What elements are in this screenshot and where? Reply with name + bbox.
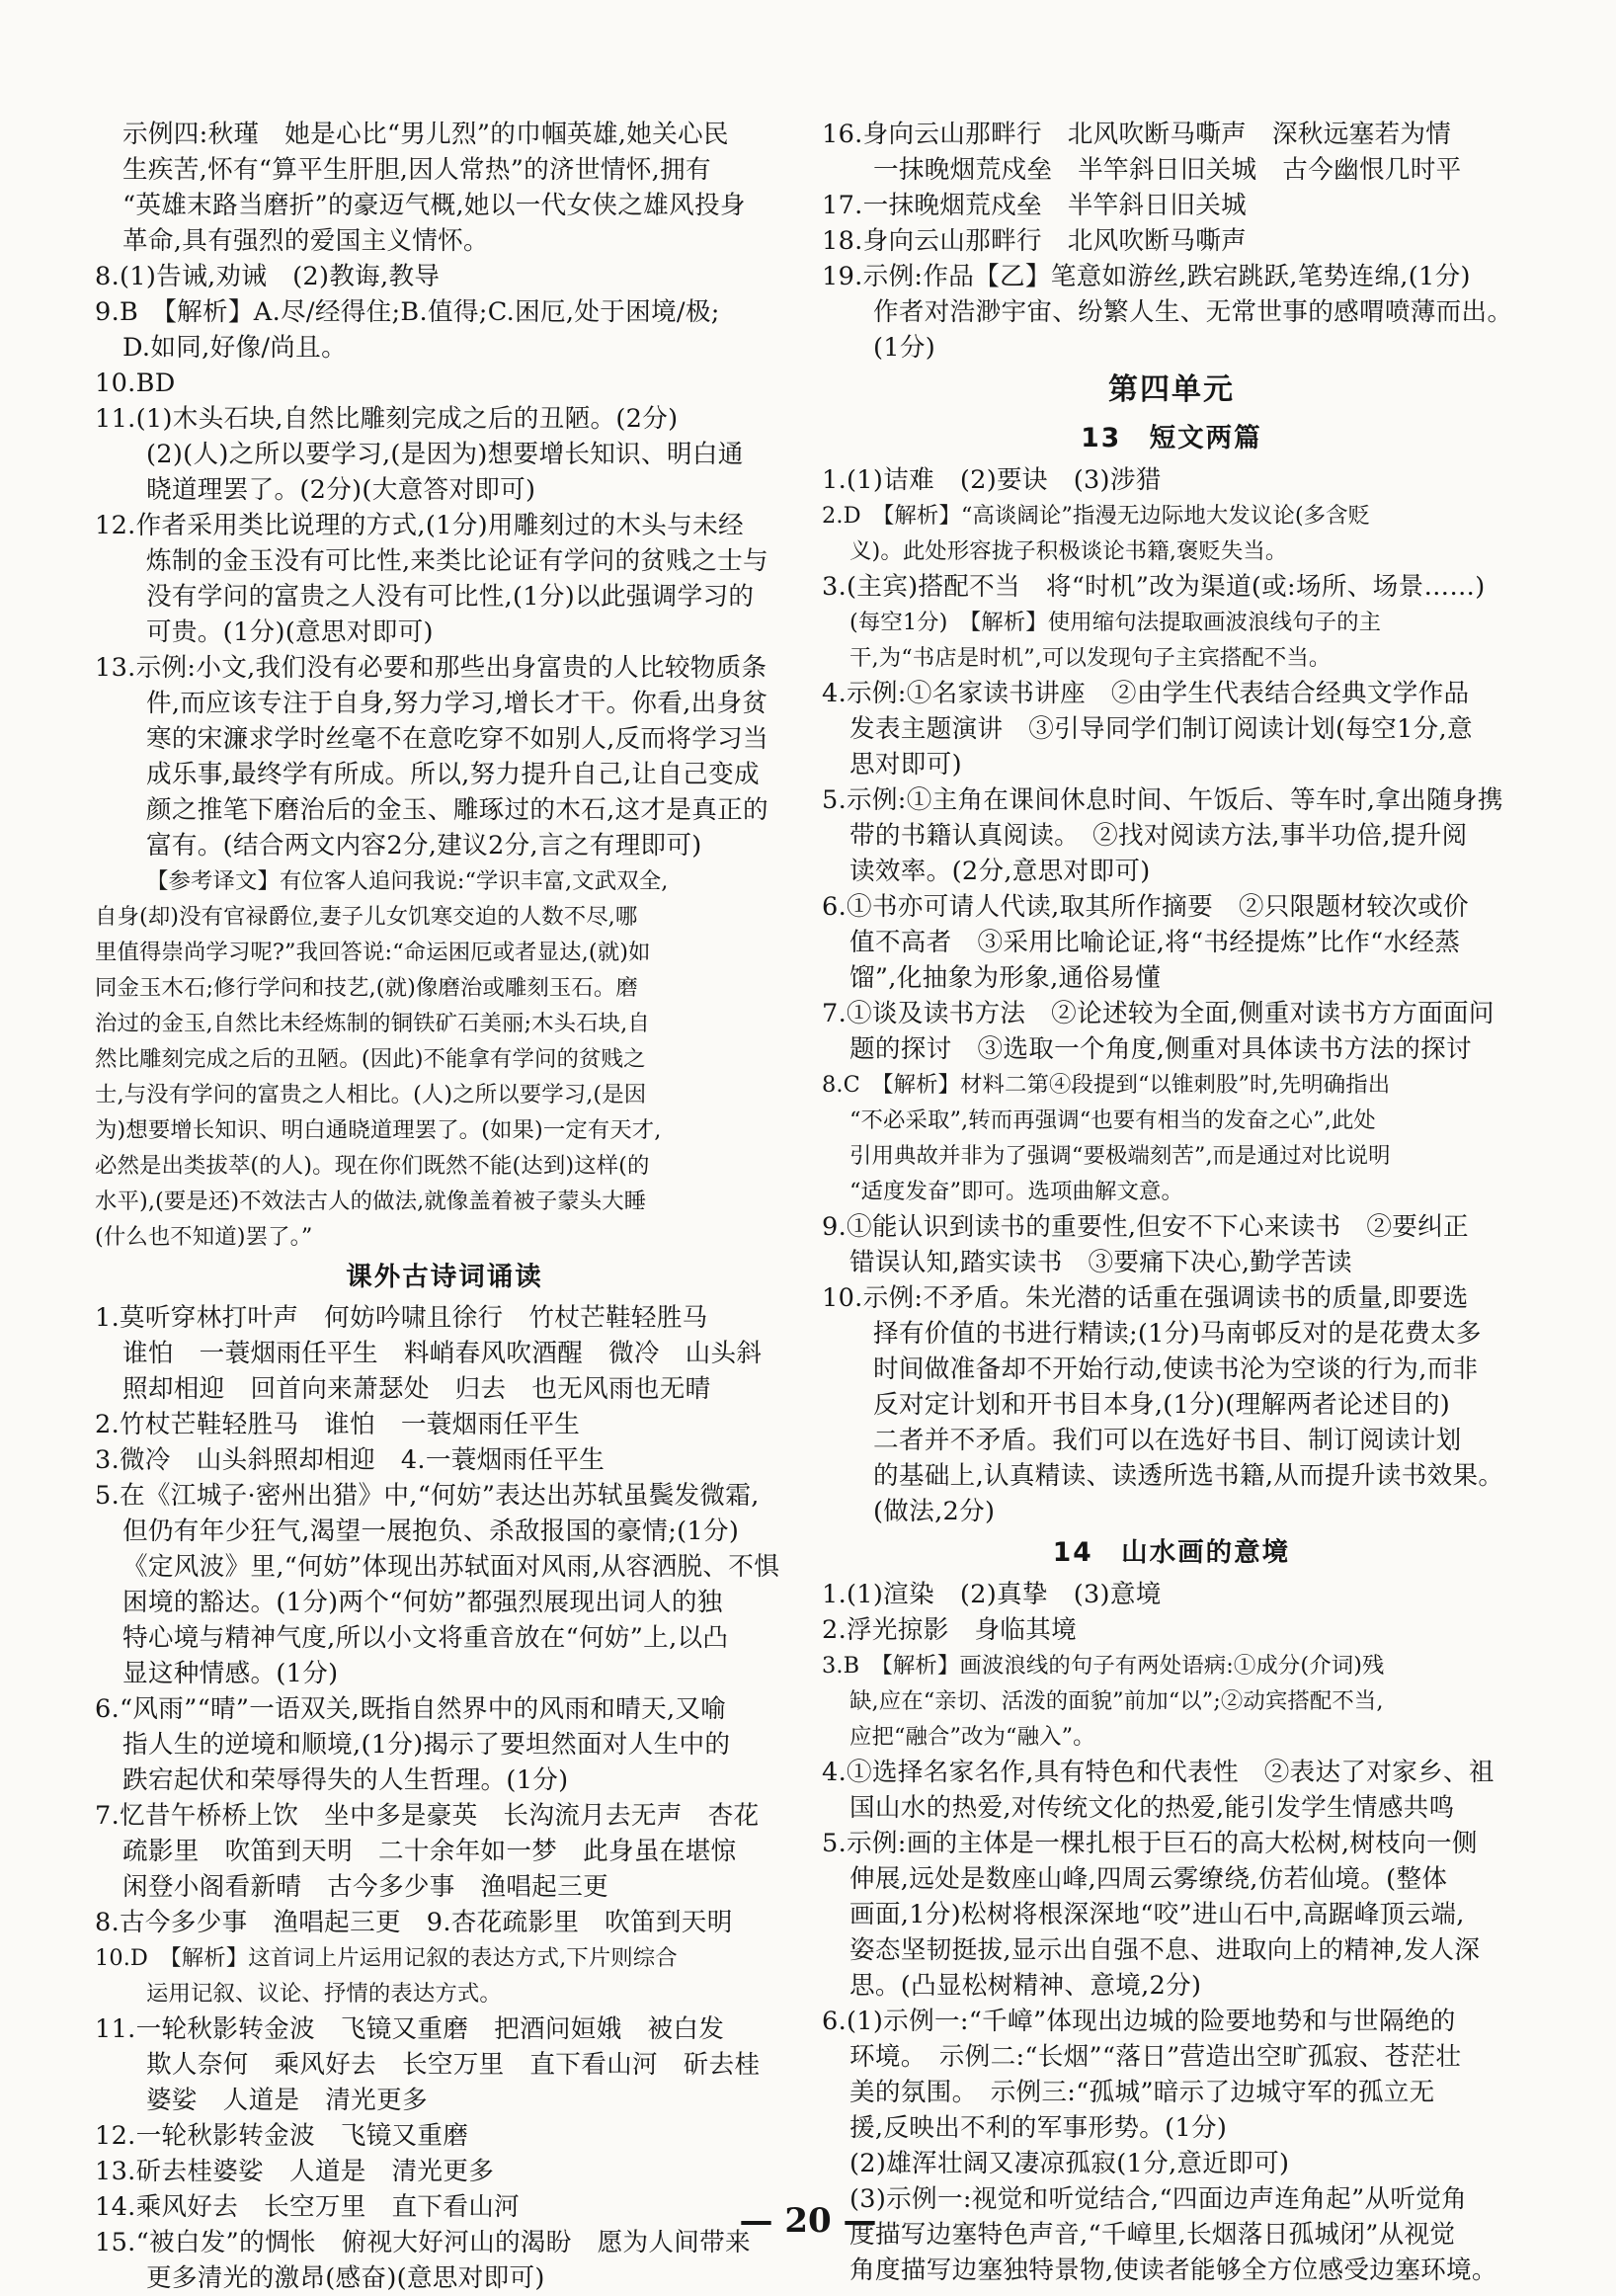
right-column-line: 作者对浩渺宇宙、纷繁人生、无常世事的感喟喷薄而出。 xyxy=(873,297,1513,327)
left-column-line: 3.微冷 山头斜照却相迎 4.一蓑烟雨任平生 xyxy=(95,1445,606,1475)
right-column-line: (3)示例一:视觉和听觉结合,“四面边声连角起”从听觉角 xyxy=(849,2184,1468,2214)
right-column-line: 6.(1)示例一:“千嶂”体现出边城的险要地势和与世隔绝的 xyxy=(822,2007,1456,2036)
left-column-line: 15.“被白发”的惆怅 俯视大好河山的渴盼 愿为人间带来 xyxy=(95,2228,751,2257)
right-column-line: 二者并不矛盾。我们可以在选好书目、制订阅读计划 xyxy=(873,1426,1462,1455)
left-column-line: 运用记叙、议论、抒情的表达方式。 xyxy=(146,1981,502,2007)
right-column-line: 2.浮光掠影 身临其境 xyxy=(822,1615,1078,1645)
right-column-line: 6.①书亦可请人代读,取其所作摘要 ②只限题材较次或价 xyxy=(822,892,1469,922)
left-column-line: 8.古今多少事 渔唱起三更 9.杏花疏影里 吹笛到天明 xyxy=(95,1908,733,1937)
right-column-line: “适度发奋”即可。选项曲解文意。 xyxy=(849,1179,1183,1204)
page-number: — 20 — xyxy=(739,2201,877,2241)
left-column-line: 13.示例:小文,我们没有必要和那些出身富贵的人比较物质条 xyxy=(95,653,768,683)
right-column-heading: 14 山水画的意境 xyxy=(1052,1537,1291,1568)
left-column-line: 士,与没有学问的富贵之人相比。(人)之所以要学习,(是因 xyxy=(95,1082,647,1107)
left-column-line: (什么也不知道)罢了。” xyxy=(95,1224,313,1250)
left-column-line: 14.乘风好去 长空万里 直下看山河 xyxy=(95,2192,521,2222)
left-column-line: “英雄末路当磨折”的豪迈气概,她以一代女侠之雄风投身 xyxy=(122,191,746,220)
right-column-line: 5.示例:画的主体是一棵扎根于巨石的高大松树,树枝向一侧 xyxy=(822,1829,1478,1858)
left-column-line: D.如同,好像/尚且。 xyxy=(122,333,347,363)
left-column-line: 8.(1)告诫,劝诫 (2)教诲,教导 xyxy=(95,262,441,291)
left-column-line: 困境的豁达。(1分)两个“何妨”都强烈展现出词人的独 xyxy=(122,1588,723,1617)
right-column-line: 读效率。(2分,意思对即可) xyxy=(849,857,1151,886)
right-column-line: 值不高者 ③采用比喻论证,将“书经提炼”比作“水经蒸 xyxy=(849,928,1461,957)
left-column-line: 照却相迎 回首向来萧瑟处 归去 也无风雨也无晴 xyxy=(122,1374,711,1404)
right-column-line: 4.示例:①名家读书讲座 ②由学生代表结合经典文学作品 xyxy=(822,679,1470,708)
right-column-line: 国山水的热爱,对传统文化的热爱,能引发学生情感共鸣 xyxy=(849,1793,1455,1823)
left-column-line: 寒的宋濂求学时丝毫不在意吃穿不如别人,反而将学习当 xyxy=(146,724,768,754)
right-column-line: 5.示例:①主角在课间休息时间、午饭后、等车时,拿出随身携 xyxy=(822,785,1503,815)
left-column-line: 6.“风雨”“晴”一语双关,既指自然界中的风雨和晴天,又喻 xyxy=(95,1694,727,1724)
left-column-line: 自身(却)没有官禄爵位,妻子儿女饥寒交迫的人数不尽,哪 xyxy=(95,904,638,930)
right-column-line: 16.身向云山那畔行 北风吹断马嘶声 深秋远塞若为情 xyxy=(822,120,1452,149)
right-column-line: 8.C 【解析】材料二第④段提到“以锥刺股”时,先明确指出 xyxy=(822,1072,1391,1098)
right-column-line: 应把“融合”改为“融入”。 xyxy=(849,1724,1095,1750)
left-column-line: 治过的金玉,自然比未经炼制的铜铁矿石美丽;木头石块,自 xyxy=(95,1011,650,1036)
left-column-line: 跌宕起伏和荣辱得失的人生哲理。(1分) xyxy=(122,1765,569,1795)
right-column-line: 2.D 【解析】“高谈阔论”指漫无边际地大发议论(多含贬 xyxy=(822,503,1371,529)
right-column-line: 援,反映出不利的军事形势。(1分) xyxy=(849,2113,1228,2143)
left-column-line: (2)(人)之所以要学习,(是因为)想要增长知识、明白通 xyxy=(146,440,744,469)
right-column-line: (1分) xyxy=(873,333,936,363)
left-column-line: 然比雕刻完成之后的丑陋。(因此)不能拿有学问的贫贱之 xyxy=(95,1046,646,1072)
left-column-line: 里值得崇尚学习呢?”我回答说:“命运困厄或者显达,(就)如 xyxy=(95,940,651,965)
left-column-line: 炼制的金玉没有可比性,来类比论证有学问的贫贱之士与 xyxy=(146,546,768,576)
right-column-line: 一抹晚烟荒戍垒 半竿斜日旧关城 古今幽恨几时平 xyxy=(873,155,1462,185)
right-column-line: 17.一抹晚烟荒戍垒 半竿斜日旧关城 xyxy=(822,191,1248,220)
right-column-line: 18.身向云山那畔行 北风吹断马嘶声 xyxy=(822,226,1248,256)
right-column-line: 1.(1)渲染 (2)真挚 (3)意境 xyxy=(822,1580,1162,1609)
left-column-line: 示例四:秋瑾 她是心比“男儿烈”的巾帼英雄,她关心民 xyxy=(122,120,729,149)
left-column-line: 【参考译文】有位客人追问我说:“学识丰富,文武双全, xyxy=(146,868,669,894)
right-column-line: 择有价值的书进行精读;(1分)马南邨反对的是花费太多 xyxy=(873,1319,1482,1349)
left-column-line: 颜之推笔下磨治后的金玉、雕琢过的木石,这才是真正的 xyxy=(146,795,768,825)
left-column-line: 5.在《江城子·密州出猎》中,“何妨”表达出苏轼虽鬓发微霜, xyxy=(95,1481,760,1511)
right-column-line: (每空1分) 【解析】使用缩句法提取画波浪线句子的主 xyxy=(849,610,1382,635)
left-column-line: 7.忆昔午桥桥上饮 坐中多是豪英 长沟流月去无声 杏花 xyxy=(95,1801,760,1831)
right-column-line: 4.①选择名家名作,具有特色和代表性 ②表达了对家乡、祖 xyxy=(822,1758,1495,1787)
left-column-line: 12.一轮秋影转金波 飞镜又重磨 xyxy=(95,2121,469,2151)
left-column-line: 件,而应该专注于自身,努力学习,增长才干。你看,出身贫 xyxy=(146,689,768,718)
left-column-line: 10.D 【解析】这首词上片运用记叙的表达方式,下片则综合 xyxy=(95,1945,678,1971)
right-column-heading: 第四单元 xyxy=(1108,372,1235,407)
right-column-line: 7.①谈及读书方法 ②论述较为全面,侧重对读书方方面面问 xyxy=(822,999,1495,1028)
left-column-line: 晓道理罢了。(2分)(大意答对即可) xyxy=(146,475,536,505)
left-column-line: 富有。(结合两文内容2分,建议2分,言之有理即可) xyxy=(146,831,702,861)
right-column xyxy=(822,117,1521,2288)
right-column-line: 9.①能认识到读书的重要性,但安不下心来读书 ②要纠正 xyxy=(822,1212,1469,1242)
left-column-line: 11.一轮秋影转金波 飞镜又重磨 把酒问姮娥 被白发 xyxy=(95,2014,725,2044)
right-column-line: (做法,2分) xyxy=(873,1497,996,1526)
left-column-line: 没有学问的富贵之人没有可比性,(1分)以此强调学习的 xyxy=(146,582,755,612)
right-column-line: 思。(凸显松树精神、意境,2分) xyxy=(849,1971,1202,2001)
left-column-line: 革命,具有强烈的爱国主义情怀。 xyxy=(122,226,489,256)
right-column-line: 角度描写边塞独特景物,使读者能够全方位感受边塞环境。 xyxy=(849,2255,1497,2285)
right-column-line: 反对定计划和开书目本身,(1分)(理解两者论述目的) xyxy=(873,1390,1451,1420)
right-column-line: 的基础上,认真精读、读透所选书籍,从而提升读书效果。 xyxy=(873,1461,1504,1491)
right-column-line: 引用典故并非为了强调“要极端刻苦”,而是通过对比说明 xyxy=(849,1143,1391,1169)
right-column-heading: 13 短文两篇 xyxy=(1081,423,1262,453)
right-column-line: 度描写边塞特色声音,“千嶂里,长烟落日孤城闭”从视觉 xyxy=(849,2220,1456,2250)
left-column xyxy=(95,117,794,2296)
left-column-line: 更多清光的激昂(感奋)(意思对即可) xyxy=(146,2263,545,2293)
left-column-line: 成乐事,最终学有所成。所以,努力提升自己,让自己变成 xyxy=(146,760,760,789)
right-column-line: 缺,应在“亲切、活泼的面貌”前加“以”;②动宾搭配不当, xyxy=(849,1688,1384,1714)
right-column-line: 发表主题演讲 ③引导同学们制订阅读计划(每空1分,意 xyxy=(849,714,1473,744)
left-column-line: 谁怕 一蓑烟雨任平生 料峭春风吹酒醒 微冷 山头斜 xyxy=(122,1339,763,1368)
left-column-line: 欺人奈何 乘风好去 长空万里 直下看山河 斫去桂 xyxy=(146,2050,761,2080)
left-column-line: 指人生的逆境和顺境,(1分)揭示了要坦然面对人生中的 xyxy=(122,1730,731,1760)
right-column-line: (2)雄浑壮阔又凄凉孤寂(1分,意近即可) xyxy=(849,2149,1290,2178)
right-column-line: 画面,1分)松树将根深深地“咬”进山石中,高踞峰顶云端, xyxy=(849,1900,1465,1929)
left-column-line: 《定风波》里,“何妨”体现出苏轼面对风雨,从容洒脱、不惧 xyxy=(122,1552,780,1582)
right-column-line: 10.示例:不矛盾。朱光潜的话重在强调读书的质量,即要选 xyxy=(822,1283,1469,1313)
right-column-line: 19.示例:作品【乙】笔意如游丝,跌宕跳跃,笔势连绵,(1分) xyxy=(822,262,1471,291)
right-column-line: 3.(主宾)搭配不当 将“时机”改为渠道(或:场所、场景……) xyxy=(822,572,1486,602)
left-column-line: 13.斫去桂婆娑 人道是 清光更多 xyxy=(95,2157,495,2186)
left-column-line: 可贵。(1分)(意思对即可) xyxy=(146,617,434,647)
right-column-line: 错误认知,踏实读书 ③要痛下决心,勤学苦读 xyxy=(849,1248,1352,1277)
right-column-line: 时间做准备却不开始行动,使读书沦为空谈的行为,而非 xyxy=(873,1354,1479,1384)
left-column-line: 显这种情感。(1分) xyxy=(122,1659,339,1688)
left-column-line: 为)想要增长知识、明白通晓道理罢了。(如果)一定有天才, xyxy=(95,1117,662,1143)
right-column-line: 姿态坚韧挺拔,显示出自强不息、进取向上的精神,发人深 xyxy=(849,1935,1481,1965)
left-column-line: 特心境与精神气度,所以小文将重音放在“何妨”上,以凸 xyxy=(122,1623,729,1653)
right-column-line: 干,为“书店是时机”,可以发现句子主宾搭配不当。 xyxy=(849,645,1332,671)
left-column-line: 11.(1)木头石块,自然比雕刻完成之后的丑陋。(2分) xyxy=(95,404,679,434)
right-column-line: 1.(1)诘难 (2)要诀 (3)涉猎 xyxy=(822,465,1162,495)
left-column-line: 闲登小阁看新晴 古今多少事 渔唱起三更 xyxy=(122,1872,608,1902)
right-column-line: 馏”,化抽象为形象,通俗易懂 xyxy=(849,963,1162,993)
left-column-line: 但仍有年少狂气,渴望一展抱负、杀敌报国的豪情;(1分) xyxy=(122,1517,740,1546)
left-column-line: 2.竹杖芒鞋轻胜马 谁怕 一蓑烟雨任平生 xyxy=(95,1410,581,1439)
right-column-line: 题的探讨 ③选取一个角度,侧重对具体读书方法的探讨 xyxy=(849,1034,1472,1064)
right-column-line: 义)。此处形容拢子积极谈论书籍,褒贬失当。 xyxy=(849,538,1288,564)
left-column-line: 疏影里 吹笛到天明 二十余年如一梦 此身虽在堪惊 xyxy=(122,1837,737,1866)
right-column-line: 思对即可) xyxy=(849,750,962,779)
left-column-line: 同金玉木石;修行学问和技艺,(就)像磨治或雕刻玉石。磨 xyxy=(95,975,638,1001)
right-column-line: 伸展,远处是数座山峰,四周云雾缭绕,仿若仙境。(整体 xyxy=(849,1864,1448,1894)
left-column-line: 必然是出类拔萃(的人)。现在你们既然不能(达到)这样(的 xyxy=(95,1153,650,1179)
left-column-heading: 课外古诗词诵读 xyxy=(346,1262,543,1292)
left-column-line: 10.BD xyxy=(95,369,176,398)
right-column-line: “不必采取”,转而再强调“也要有相当的发奋之心”,此处 xyxy=(849,1107,1376,1133)
right-column-line: 环境。 示例二:“长烟”“落日”营造出空旷孤寂、苍茫壮 xyxy=(849,2042,1462,2072)
left-column-line: 生疾苦,怀有“算平生肝胆,因人常热”的济世情怀,拥有 xyxy=(122,155,711,185)
right-column-line: 3.B 【解析】画波浪线的句子有两处语病:①成分(介词)残 xyxy=(822,1653,1385,1679)
right-column-line: 带的书籍认真阅读。 ②找对阅读方法,事半功倍,提升阅 xyxy=(849,821,1468,851)
left-column-line: 婆娑 人道是 清光更多 xyxy=(146,2086,428,2115)
left-column-line: 水平),(要是还)不效法古人的做法,就像盖着被子蒙头大睡 xyxy=(95,1189,647,1214)
left-column-line: 1.莫听穿林打叶声 何妨吟啸且徐行 竹杖芒鞋轻胜马 xyxy=(95,1303,708,1333)
left-column-line: 12.作者采用类比说理的方式,(1分)用雕刻过的木头与未经 xyxy=(95,511,744,540)
right-column-line: 美的氛围。 示例三:“孤城”暗示了边城守军的孤立无 xyxy=(849,2078,1435,2107)
left-column-line: 9.B 【解析】A.尽/经得住;B.值得;C.困厄,处于困境/极; xyxy=(95,297,720,327)
